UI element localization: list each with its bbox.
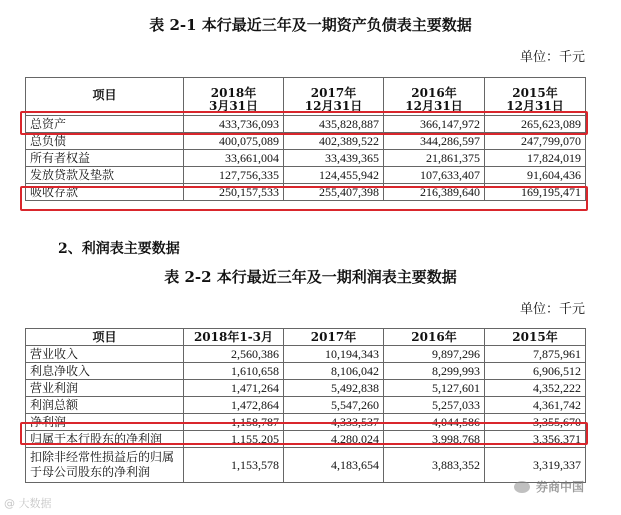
balance-sheet-table (25, 77, 586, 201)
watermark-right: 券商中国 (536, 480, 585, 494)
cell: 1,158,787 (184, 414, 284, 431)
cell: 1,153,578 (184, 448, 284, 483)
cell: 1,155,205 (184, 431, 284, 448)
cell: 7,875,961 (485, 346, 586, 363)
highlight-net-profit (20, 422, 588, 445)
cell: 4,280,024 (284, 431, 384, 448)
table2-title: 表 2-2 本行最近三年及一期利润表主要数据 (164, 268, 457, 286)
cell: 6,906,512 (485, 363, 586, 380)
row-label: 总负债 (26, 133, 184, 150)
table-row (26, 150, 586, 167)
watermark-left: @ 大数据 (4, 497, 52, 510)
cell: 10,194,343 (284, 346, 384, 363)
cell: 127,756,335 (184, 167, 284, 184)
header-col: 2015年 (485, 329, 586, 346)
highlight-deposits (20, 186, 588, 211)
cell: 4,333,537 (284, 414, 384, 431)
cell: 402,389,522 (284, 133, 384, 150)
table1-title: 表 2-1 本行最近三年及一期资产负债表主要数据 (149, 16, 472, 34)
header-item: 项目 (26, 329, 184, 346)
cell: 5,127,601 (384, 380, 485, 397)
header-col: 2018年1-3月 (184, 329, 284, 346)
header-col-2015: 2015年 12月31日 (485, 78, 586, 116)
row-label: 所有者权益 (26, 150, 184, 167)
row-label: 利息净收入 (26, 363, 184, 380)
cell: 265,623,089 (485, 116, 586, 133)
table2-unit: 单位：千元 (519, 302, 585, 317)
cell: 4,044,586 (384, 414, 485, 431)
cell: 3,319,337 (485, 448, 586, 483)
cell: 435,828,887 (284, 116, 384, 133)
row-label: 吸收存款 (26, 184, 184, 201)
row-label: 利润总额 (26, 397, 184, 414)
table-row (26, 448, 586, 483)
cell: 1,472,864 (184, 397, 284, 414)
cell: 8,299,993 (384, 363, 485, 380)
table-header-row (26, 329, 586, 346)
cell: 33,439,365 (284, 150, 384, 167)
cell: 107,633,407 (384, 167, 485, 184)
cell: 250,157,533 (184, 184, 284, 201)
cell: 21,861,375 (384, 150, 485, 167)
cell: 247,799,070 (485, 133, 586, 150)
row-label: 扣除非经常性损益后的归属于母公司股东的净利润 (26, 448, 184, 483)
cell: 8,106,042 (284, 363, 384, 380)
cell: 3,998,768 (384, 431, 485, 448)
cell: 4,183,654 (284, 448, 384, 483)
row-label: 归属于本行股东的净利润 (26, 431, 184, 448)
row-label: 总资产 (26, 116, 184, 133)
table-row (26, 397, 586, 414)
header-col: 2016年 (384, 329, 485, 346)
cell: 366,147,972 (384, 116, 485, 133)
table-row (26, 167, 586, 184)
cell: 3,883,352 (384, 448, 485, 483)
cell: 3,355,670 (485, 414, 586, 431)
cell: 3,356,371 (485, 431, 586, 448)
header-item: 项目 (26, 78, 184, 116)
cell: 91,604,436 (485, 167, 586, 184)
income-statement-table (25, 328, 586, 483)
cell: 1,610,658 (184, 363, 284, 380)
header-col-2018: 2018年 3月31日 (184, 78, 284, 116)
cell: 5,492,838 (284, 380, 384, 397)
cell: 4,361,742 (485, 397, 586, 414)
cell: 1,471,264 (184, 380, 284, 397)
row-label: 营业收入 (26, 346, 184, 363)
table-header-row (26, 78, 586, 116)
table-row (26, 363, 586, 380)
table-row (26, 380, 586, 397)
header-col: 2017年 (284, 329, 384, 346)
cell: 4,352,222 (485, 380, 586, 397)
header-col-2016: 2016年 12月31日 (384, 78, 485, 116)
cell: 33,661,004 (184, 150, 284, 167)
table1-unit: 单位：千元 (519, 50, 585, 65)
cell: 124,455,942 (284, 167, 384, 184)
cell: 9,897,296 (384, 346, 485, 363)
header-col-2017: 2017年 12月31日 (284, 78, 384, 116)
cell: 344,286,597 (384, 133, 485, 150)
row-label: 发放贷款及垫款 (26, 167, 184, 184)
cell: 433,736,093 (184, 116, 284, 133)
cell: 17,824,019 (485, 150, 586, 167)
wechat-icon (514, 481, 530, 493)
section-heading: 2、利润表主要数据 (58, 241, 180, 257)
row-label: 净利润 (26, 414, 184, 431)
cell: 2,560,386 (184, 346, 284, 363)
cell: 400,075,089 (184, 133, 284, 150)
highlight-total-assets (20, 111, 588, 135)
cell: 5,547,260 (284, 397, 384, 414)
cell: 169,195,471 (485, 184, 586, 201)
table-row (26, 346, 586, 363)
cell: 216,389,640 (384, 184, 485, 201)
cell: 5,257,033 (384, 397, 485, 414)
cell: 255,407,398 (284, 184, 384, 201)
row-label: 营业利润 (26, 380, 184, 397)
table-row (26, 133, 586, 150)
